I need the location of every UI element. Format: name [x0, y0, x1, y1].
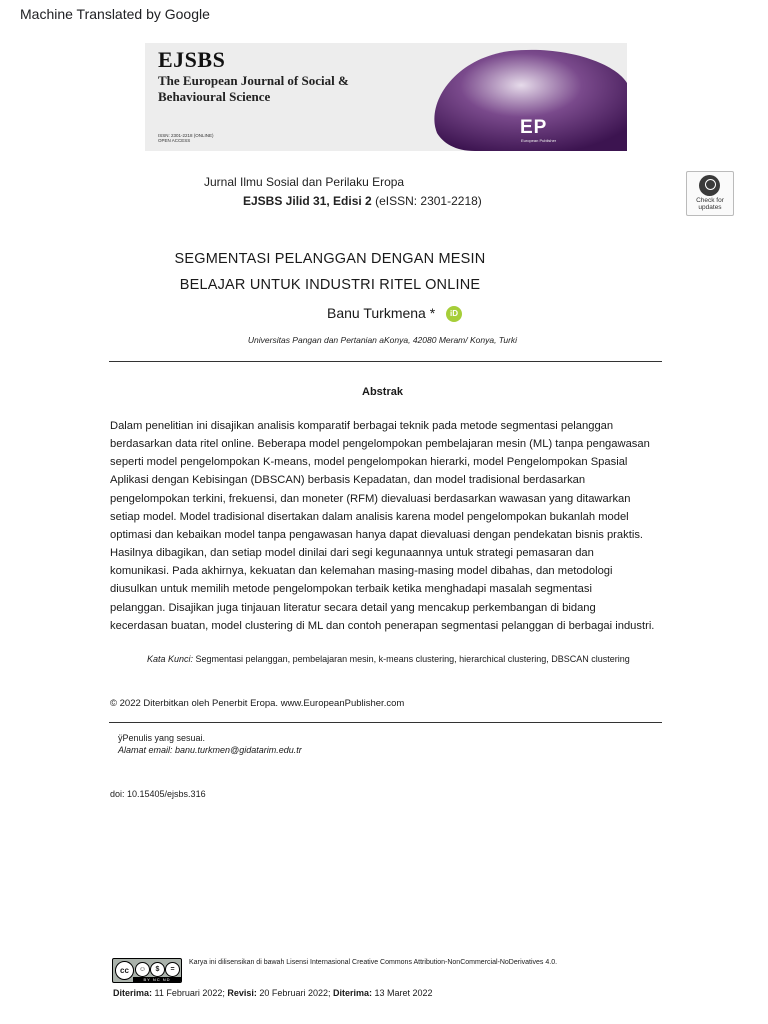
email-link[interactable]: Alamat email: banu.turkmen@gidatarim.edu.tr — [118, 745, 302, 755]
abstract-line: seperti model pengelompokan K-means, model pengelompokan hierarki, model Pengelompokan Spasial — [110, 456, 628, 469]
doi-link[interactable]: doi: 10.15405/ejsbs.316 — [110, 789, 206, 799]
nd-icon: = — [165, 962, 180, 977]
affiliation: Universitas Pangan dan Pertanian aKonya, 42080 Meram/ Konya, Turki — [247, 335, 518, 345]
journal-access: OPEN ACCESS — [158, 138, 191, 143]
bookmark-icon — [699, 175, 720, 196]
abstract-line: Hasilnya dibagikan, dan setiap model dinilai dari segi kegunaannya untuk strategi pemasaran dan — [110, 547, 594, 560]
cc-license-badge[interactable] — [112, 958, 182, 983]
copyright-notice: © 2022 Diterbitkan oleh Penerbit Eropa. www.EuropeanPublisher.com — [110, 698, 405, 709]
abstract-line: Dalam penelitian ini disajikan analisis komparatif berbagai teknik pada metode segmentasi pelanggan — [110, 420, 614, 432]
journal-line: Jurnal Ilmu Sosial dan Perilaku Eropa — [204, 175, 405, 189]
orcid-icon[interactable]: iD — [446, 306, 462, 322]
abstract-line: pelanggan. Disajikan juga tinjauan literatur secara detail yang mencakup perkembangan di bidang — [110, 601, 596, 614]
dates-line: Diterima: 11 Februari 2022; Revisi: 20 Februari 2022; Diterima: 13 Maret 2022 — [113, 988, 433, 998]
paper-title — [110, 246, 550, 298]
abstract-line: pengelompokan terkini, frekuensi, dan moneter (RFM) dievaluasi berdasarkan wawasan yang ditawarkan — [110, 492, 631, 505]
abstract-line: diusulkan untuk memilih metode pengelompokan terbaik ketika menghadapi masalah segmentasi — [110, 583, 592, 596]
publisher-name: European Publisher — [521, 138, 557, 143]
abstract-line: berdasarkan data ritel online. Beberapa model pengelompokan pembelajaran mesin (ML) tanpa pengawasan — [110, 438, 650, 451]
abstract-line: komunikasi. Pada akhirnya, kekuatan dan kelemahan masing-masing model dibahas, dan metodologi — [110, 565, 613, 578]
check-for-updates-button[interactable] — [686, 171, 734, 216]
title-line: BELAJAR UNTUK INDUSTRI RITEL ONLINE — [179, 277, 481, 293]
divider — [109, 361, 662, 362]
abstract-line: Aplikasi dengan Kebisingan (DBSCAN) berbasis Kepadatan, dan model tradisional berdasarkan — [110, 474, 586, 487]
title-line: SEGMENTASI PELANGGAN DENGAN MESIN — [174, 251, 486, 267]
license-text: Karya ini dilisensikan di bawah Lisensi Internasional Creative Commons Attribution-NonCommercial-NoDerivatives 4.0. — [189, 959, 558, 966]
abstract-body — [110, 417, 680, 635]
check-updates-label: Check for updates — [696, 197, 724, 211]
journal-abbrev: EJSBS — [158, 47, 226, 72]
journal-issn: ISSN: 2301-2218 (ONLINE) — [158, 133, 214, 138]
issue-line: EJSBS Jilid 31, Edisi 2 (eISSN: 2301-2218) — [243, 194, 482, 208]
publisher-logo: EP — [520, 117, 548, 138]
cc-icon: cc — [115, 961, 134, 980]
correspondence — [118, 732, 302, 756]
translation-banner: Machine Translated by Google — [20, 6, 210, 22]
abstract-line: setiap model. Model tradisional disertakan dalam analisis karena model pengelompokan bukanlah model — [110, 510, 629, 523]
cc-strip: BY NC ND — [133, 977, 181, 982]
abstract-line: optimasi dan kebaikan model tanpa pengawasan hanya dapat dievaluasi dengan pendekatan bisnis praktis. — [110, 528, 644, 541]
journal-name: The European Journal of Social & Behavioural Science — [158, 73, 349, 104]
author-name: Banu Turkmena * — [327, 305, 436, 321]
corresponding-author-note: ÿPenulis yang sesuai. — [118, 733, 206, 743]
abstract-line: kecerdasan buatan, model clustering di ML dan contoh penerapan segmentasi pelanggan di berbagai industri. — [110, 619, 655, 632]
abstract-heading: Abstrak — [362, 386, 403, 398]
nc-icon: $ — [150, 962, 165, 977]
journal-banner — [145, 43, 627, 151]
by-icon: ☺ — [135, 962, 150, 977]
keywords: Kata Kunci: Segmentasi pelanggan, pembelajaran mesin, k-means clustering, hierarchical clustering, DBSCAN clustering — [147, 654, 630, 664]
divider — [109, 722, 662, 723]
journal-issn-block — [158, 133, 278, 143]
